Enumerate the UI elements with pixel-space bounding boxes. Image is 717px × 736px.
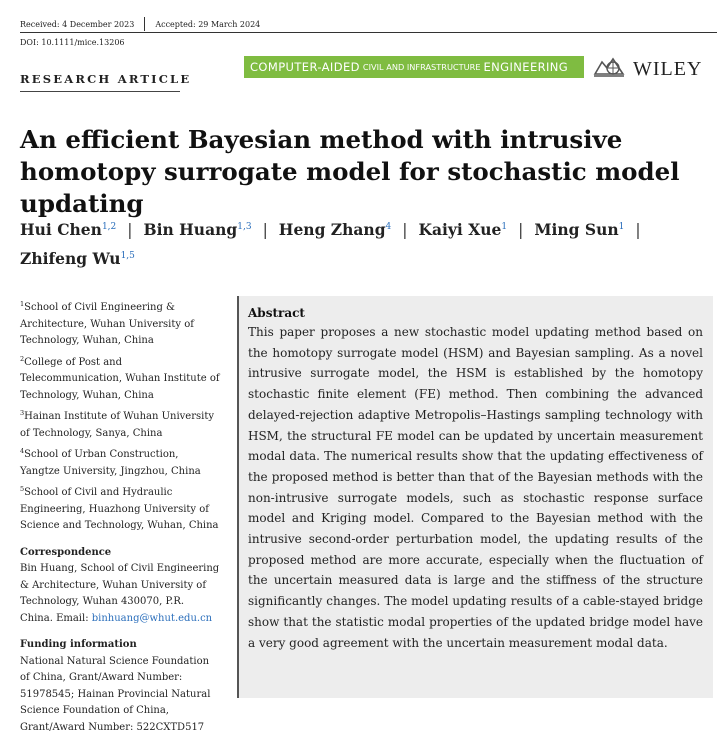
affiliation bbox=[20, 481, 220, 535]
accepted-date: Accepted: 29 March 2024 bbox=[155, 20, 260, 29]
affiliation bbox=[20, 351, 220, 405]
article-type-underline bbox=[20, 91, 180, 92]
author-affiliation-ref[interactable]: 1 bbox=[501, 222, 507, 232]
author-name: Kaiyi Xue bbox=[419, 220, 502, 239]
affiliation bbox=[20, 405, 220, 442]
email-link[interactable]: binhuang@whut.edu.cn bbox=[92, 613, 212, 624]
affiliation-number: 5 bbox=[20, 485, 24, 493]
author[interactable] bbox=[144, 220, 252, 239]
author-affiliation-ref[interactable]: 1,2 bbox=[102, 222, 116, 232]
journal-name-part3: ENGINEERING bbox=[484, 60, 569, 74]
author-separator: | bbox=[518, 221, 523, 239]
author-affiliation-ref[interactable]: 1 bbox=[619, 222, 625, 232]
received-date: Received: 4 December 2023 bbox=[20, 20, 134, 29]
journal-name-part1: COMPUTER-AIDED bbox=[250, 60, 360, 74]
email-label: Email: bbox=[56, 613, 92, 624]
affiliation-text: College of Post and Telecommunication, Wuhan Institute of Technology, Wuhan, China bbox=[20, 357, 220, 401]
affiliation-number: 2 bbox=[20, 355, 24, 363]
affiliation-number: 4 bbox=[20, 447, 24, 455]
author-separator: | bbox=[127, 221, 132, 239]
author-affiliation-ref[interactable]: 4 bbox=[386, 222, 392, 232]
affiliation bbox=[20, 443, 220, 480]
author-name: Hui Chen bbox=[20, 220, 102, 239]
author[interactable] bbox=[419, 220, 508, 239]
publisher-logo[interactable]: WILEY bbox=[633, 58, 702, 81]
author[interactable] bbox=[279, 220, 391, 239]
correspondence-text: Bin Huang, School of Civil Engineering & Architecture, Wuhan University of Technology, Wuhan 430070, P.R. China. bbox=[20, 563, 219, 624]
abstract-text: This paper proposes a new stochastic model updating method based on the homotopy surrogate model (HSM) and Bayesian sampling. As a novel intrusive surrogate model, the HSM is established by the homotopy stochastic finite element (FE) method. Then combining the advanced delayed-rejection adaptive Metropolis–Hastings sampling technology with HSM, the structural FE model can be updated by uncertain measurement modal data. The numerical results show that the updating effectiveness of the proposed method is better than that of the Bayesian methods with the non-intrusive surrogate models, such as stochastic response surface model and Kriging model. Compared to the Bayesian method with the intrusive second-order perturbation model, the updating results of the proposed method are more accurate, especially when the fluctuation of the uncertain measured data is large and the stiffness of the structure significantly changes. The model updating results of a cable-stayed bridge show that the statistic modal properties of the updated bridge model have a very good agreement with the uncertain measurement modal data. bbox=[248, 322, 703, 653]
abstract-heading: Abstract bbox=[248, 304, 703, 322]
paper-title: An efficient Bayesian method with intrusive homotopy surrogate model for stochastic model updating bbox=[20, 124, 700, 220]
meta-divider bbox=[144, 17, 145, 31]
author[interactable] bbox=[20, 249, 135, 268]
affiliation bbox=[20, 296, 220, 350]
author-name: Ming Sun bbox=[534, 220, 618, 239]
article-type: RESEARCH ARTICLE bbox=[20, 72, 191, 86]
author-separator: | bbox=[263, 221, 268, 239]
author[interactable] bbox=[534, 220, 624, 239]
received-accepted-line bbox=[20, 17, 260, 31]
affiliation-text: School of Civil and Hydraulic Engineering, Huazhong University of Science and Technology, Wuhan, China bbox=[20, 487, 219, 531]
author-name: Bin Huang bbox=[144, 220, 238, 239]
author-list bbox=[20, 214, 700, 272]
header-rule bbox=[20, 32, 717, 33]
author-separator: | bbox=[402, 221, 407, 239]
author-name: Heng Zhang bbox=[279, 220, 386, 239]
funding-text: National Natural Science Foundation of China, Grant/Award Number: 51978545; Hainan Provincial Natural Science Foundation of China, Grant/Award Number: 522CXTD517 bbox=[20, 654, 220, 736]
sidebar-info bbox=[20, 296, 220, 736]
correspondence-heading: Correspondence bbox=[20, 545, 220, 562]
doi-link[interactable]: DOI: 10.1111/mice.13206 bbox=[20, 38, 125, 47]
affiliation-number: 3 bbox=[20, 409, 24, 417]
journal-logo-icon bbox=[592, 54, 626, 80]
affiliation-number: 1 bbox=[20, 300, 24, 308]
journal-name-part2: CIVIL AND INFRASTRUCTURE bbox=[363, 62, 481, 72]
author-affiliation-ref[interactable]: 1,5 bbox=[121, 251, 135, 261]
funding-heading: Funding information bbox=[20, 637, 220, 654]
affiliation-text: Hainan Institute of Wuhan University of Technology, Sanya, China bbox=[20, 411, 214, 439]
author-affiliation-ref[interactable]: 1,3 bbox=[237, 222, 251, 232]
author-name: Zhifeng Wu bbox=[20, 249, 121, 268]
correspondence-block bbox=[20, 561, 220, 627]
affiliation-text: School of Urban Construction, Yangtze University, Jingzhou, China bbox=[20, 449, 201, 477]
author-separator: | bbox=[635, 221, 640, 239]
author[interactable] bbox=[20, 220, 116, 239]
journal-banner[interactable] bbox=[244, 56, 584, 78]
affiliation-text: School of Civil Engineering & Architecture, Wuhan University of Technology, Wuhan, China bbox=[20, 302, 194, 346]
abstract-box bbox=[237, 296, 713, 698]
